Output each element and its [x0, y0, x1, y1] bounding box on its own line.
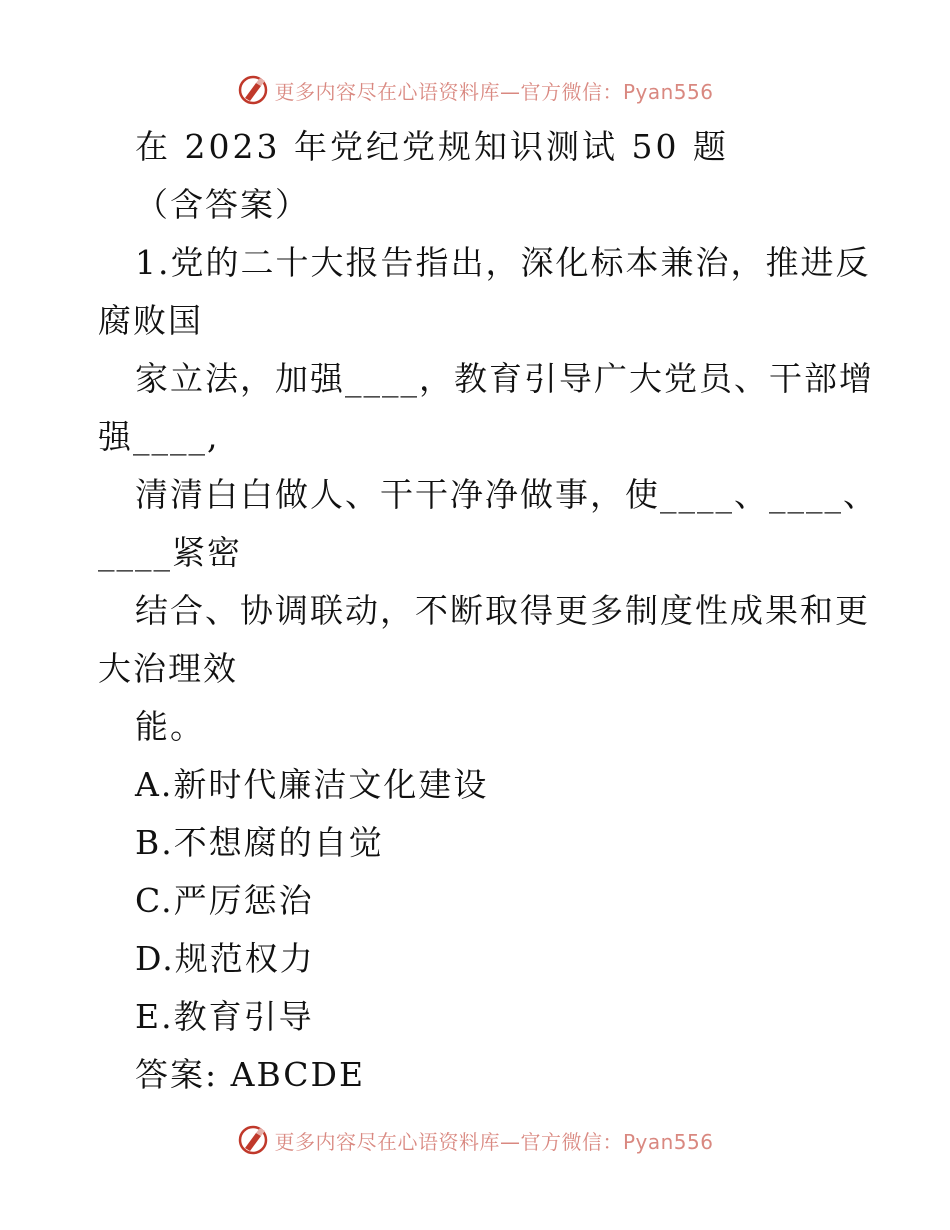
question-line: 家立法，加强____，教育引导广大党员、干部增 [135, 359, 874, 398]
pen-nib-logo-icon [236, 73, 270, 107]
option-e: E.教育引导 [135, 997, 314, 1036]
question-line: 大治理效 [98, 649, 238, 688]
question-line: 结合、协调联动，不断取得更多制度性成果和更 [135, 591, 870, 630]
pen-nib-logo-icon [236, 1123, 270, 1157]
footer-banner-text: 更多内容尽在心语资料库—官方微信：Pyan556 [274, 1129, 714, 1154]
header-watermark-banner [0, 70, 950, 110]
question-line: 清清白白做人、干干净净做事，使____、____、 [135, 475, 878, 514]
document-title: 在 2023 年党纪党规知识测试 50 题 [135, 127, 729, 166]
question-line: ____紧密 [98, 533, 242, 572]
question-line: 1.党的二十大报告指出，深化标本兼治，推进反 [135, 243, 871, 282]
question-line: 能。 [135, 707, 205, 746]
option-c: C.严厉惩治 [135, 881, 314, 920]
answer-line: 答案: ABCDE [135, 1055, 366, 1094]
question-1 [98, 234, 878, 756]
options-list [98, 756, 858, 1046]
option-d: D.规范权力 [135, 939, 315, 978]
option-b: B.不想腐的自觉 [135, 823, 384, 862]
document-subtitle: （含答案） [135, 185, 310, 224]
question-line: 强____, [98, 417, 220, 456]
option-a: A.新时代廉洁文化建设 [135, 765, 489, 804]
question-line: 腐败国 [98, 301, 203, 340]
footer-watermark-banner [0, 1120, 950, 1160]
header-banner-text: 更多内容尽在心语资料库—官方微信：Pyan556 [274, 79, 714, 104]
document-body [98, 118, 878, 1104]
